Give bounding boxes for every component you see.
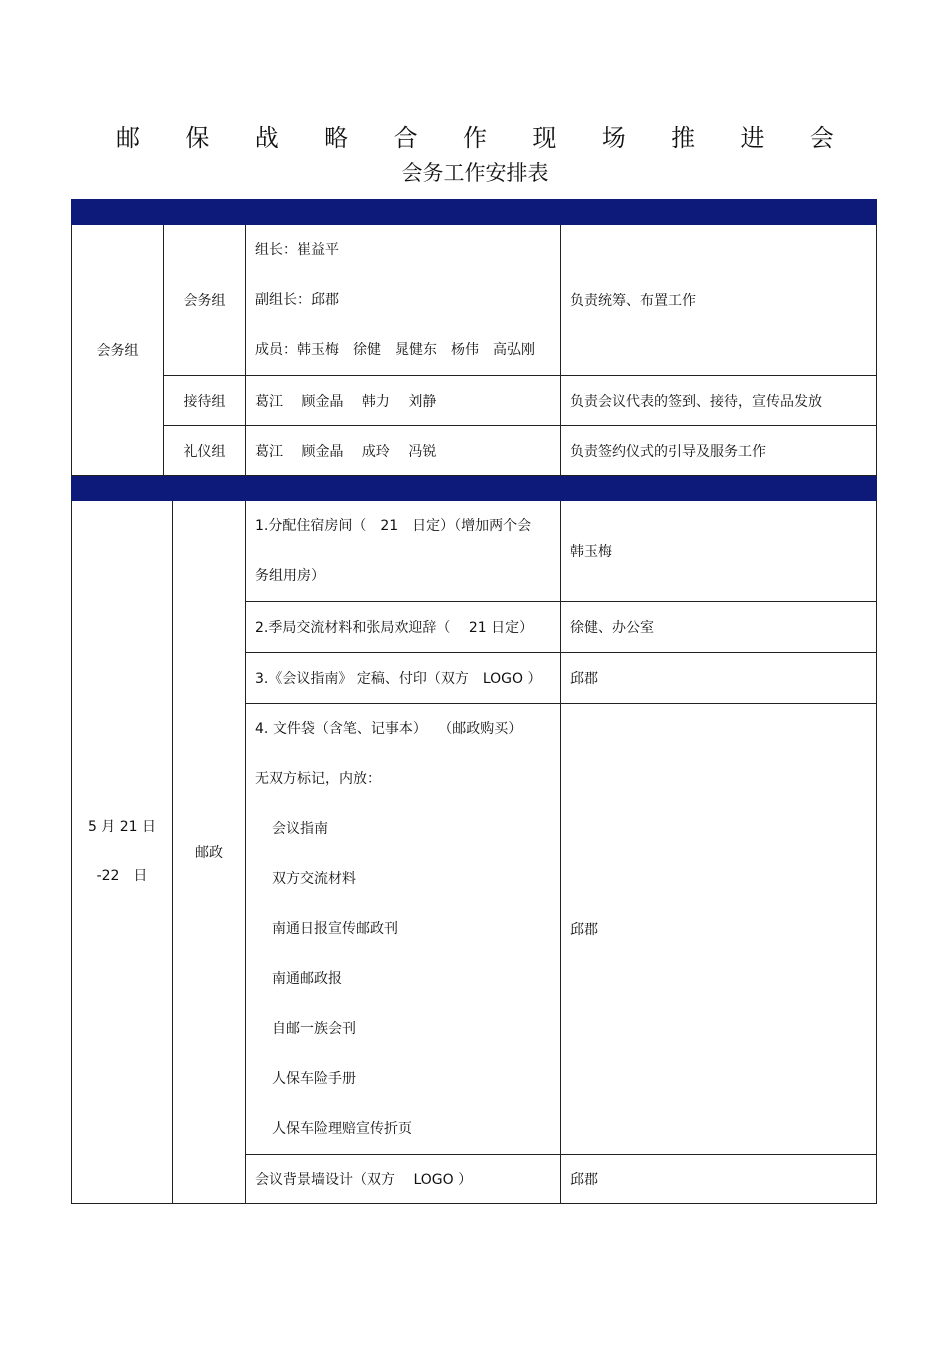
task-cell: 3.《会议指南》 定稿、付印（双方 LOGO ） [246, 653, 561, 704]
duty-cell: 负责统筹、布置工作 [561, 225, 877, 376]
title-char: 场 [601, 124, 626, 152]
title-char: 现 [532, 124, 557, 152]
header-band [72, 476, 877, 501]
task-line: 务组用房） [255, 568, 326, 584]
list-item: 会议指南 [272, 821, 329, 837]
list-item: 南通邮政报 [272, 971, 343, 987]
task-cell: 2.季局交流材料和张局欢迎辞（ 21 日定） [246, 602, 561, 653]
header-band [72, 200, 877, 225]
subgroup-cell: 会务组 [164, 225, 246, 376]
subgroup-cell: 接待组 [164, 376, 246, 426]
member-line: 组长：崔益平 [255, 242, 340, 258]
task-cell [246, 501, 561, 602]
page-title [112, 118, 838, 153]
title-char: 进 [740, 124, 765, 152]
task-line: 无双方标记，内放： [255, 771, 382, 787]
page-subtitle: 会务工作安排表 [401, 161, 549, 185]
title-char: 会 [809, 124, 834, 152]
owner-cell: 邱郡 [561, 704, 877, 1155]
date-line: -22 日 [96, 868, 148, 884]
title-char: 略 [324, 124, 349, 152]
table-row [72, 376, 877, 426]
member-line: 副组长：邱郡 [255, 292, 340, 308]
list-item: 自邮一族会刊 [272, 1021, 357, 1037]
members-cell [246, 225, 561, 376]
list-item: 南通日报宣传邮政刊 [272, 921, 399, 937]
table-row [72, 225, 877, 376]
table-row [72, 501, 877, 602]
list-item: 人保车险理赔宣传折页 [272, 1121, 413, 1137]
owner-cell: 邱郡 [561, 653, 877, 704]
subgroup-cell: 礼仪组 [164, 426, 246, 476]
task-line: 1.分配住宿房间（ 21 日定）（增加两个会 [255, 518, 532, 534]
owner-cell: 邱郡 [561, 1155, 877, 1204]
title-char: 合 [393, 124, 418, 152]
table-row [72, 426, 877, 476]
title-char: 战 [254, 124, 279, 152]
task-cell [246, 704, 561, 1155]
title-char: 作 [462, 124, 487, 152]
group-cell: 会务组 [72, 225, 164, 476]
task-line: 4. 文件袋（含笔、记事本） （邮政购买） [255, 721, 523, 737]
date-line: 5 月 21 日 [87, 819, 157, 835]
owner-cell: 徐健、办公室 [561, 602, 877, 653]
list-item: 双方交流材料 [272, 871, 357, 887]
owner-cell: 韩玉梅 [561, 501, 877, 602]
schedule-table [71, 199, 877, 1204]
title-char: 推 [671, 124, 696, 152]
task-cell: 会议背景墙设计（双方 LOGO ） [246, 1155, 561, 1204]
list-item: 人保车险手册 [272, 1071, 357, 1087]
members-cell: 葛江 顾金晶 韩力 刘静 [246, 376, 561, 426]
members-cell: 葛江 顾金晶 成玲 冯锐 [246, 426, 561, 476]
duty-cell: 负责会议代表的签到、接待，宣传品发放 [561, 376, 877, 426]
duty-cell: 负责签约仪式的引导及服务工作 [561, 426, 877, 476]
member-line: 成员：韩玉梅 徐健 晁健东 杨伟 高弘刚 [255, 342, 536, 358]
party-cell: 邮政 [173, 501, 246, 1204]
title-char: 邮 [116, 124, 140, 152]
title-char: 保 [185, 124, 210, 152]
date-cell [72, 501, 173, 1204]
